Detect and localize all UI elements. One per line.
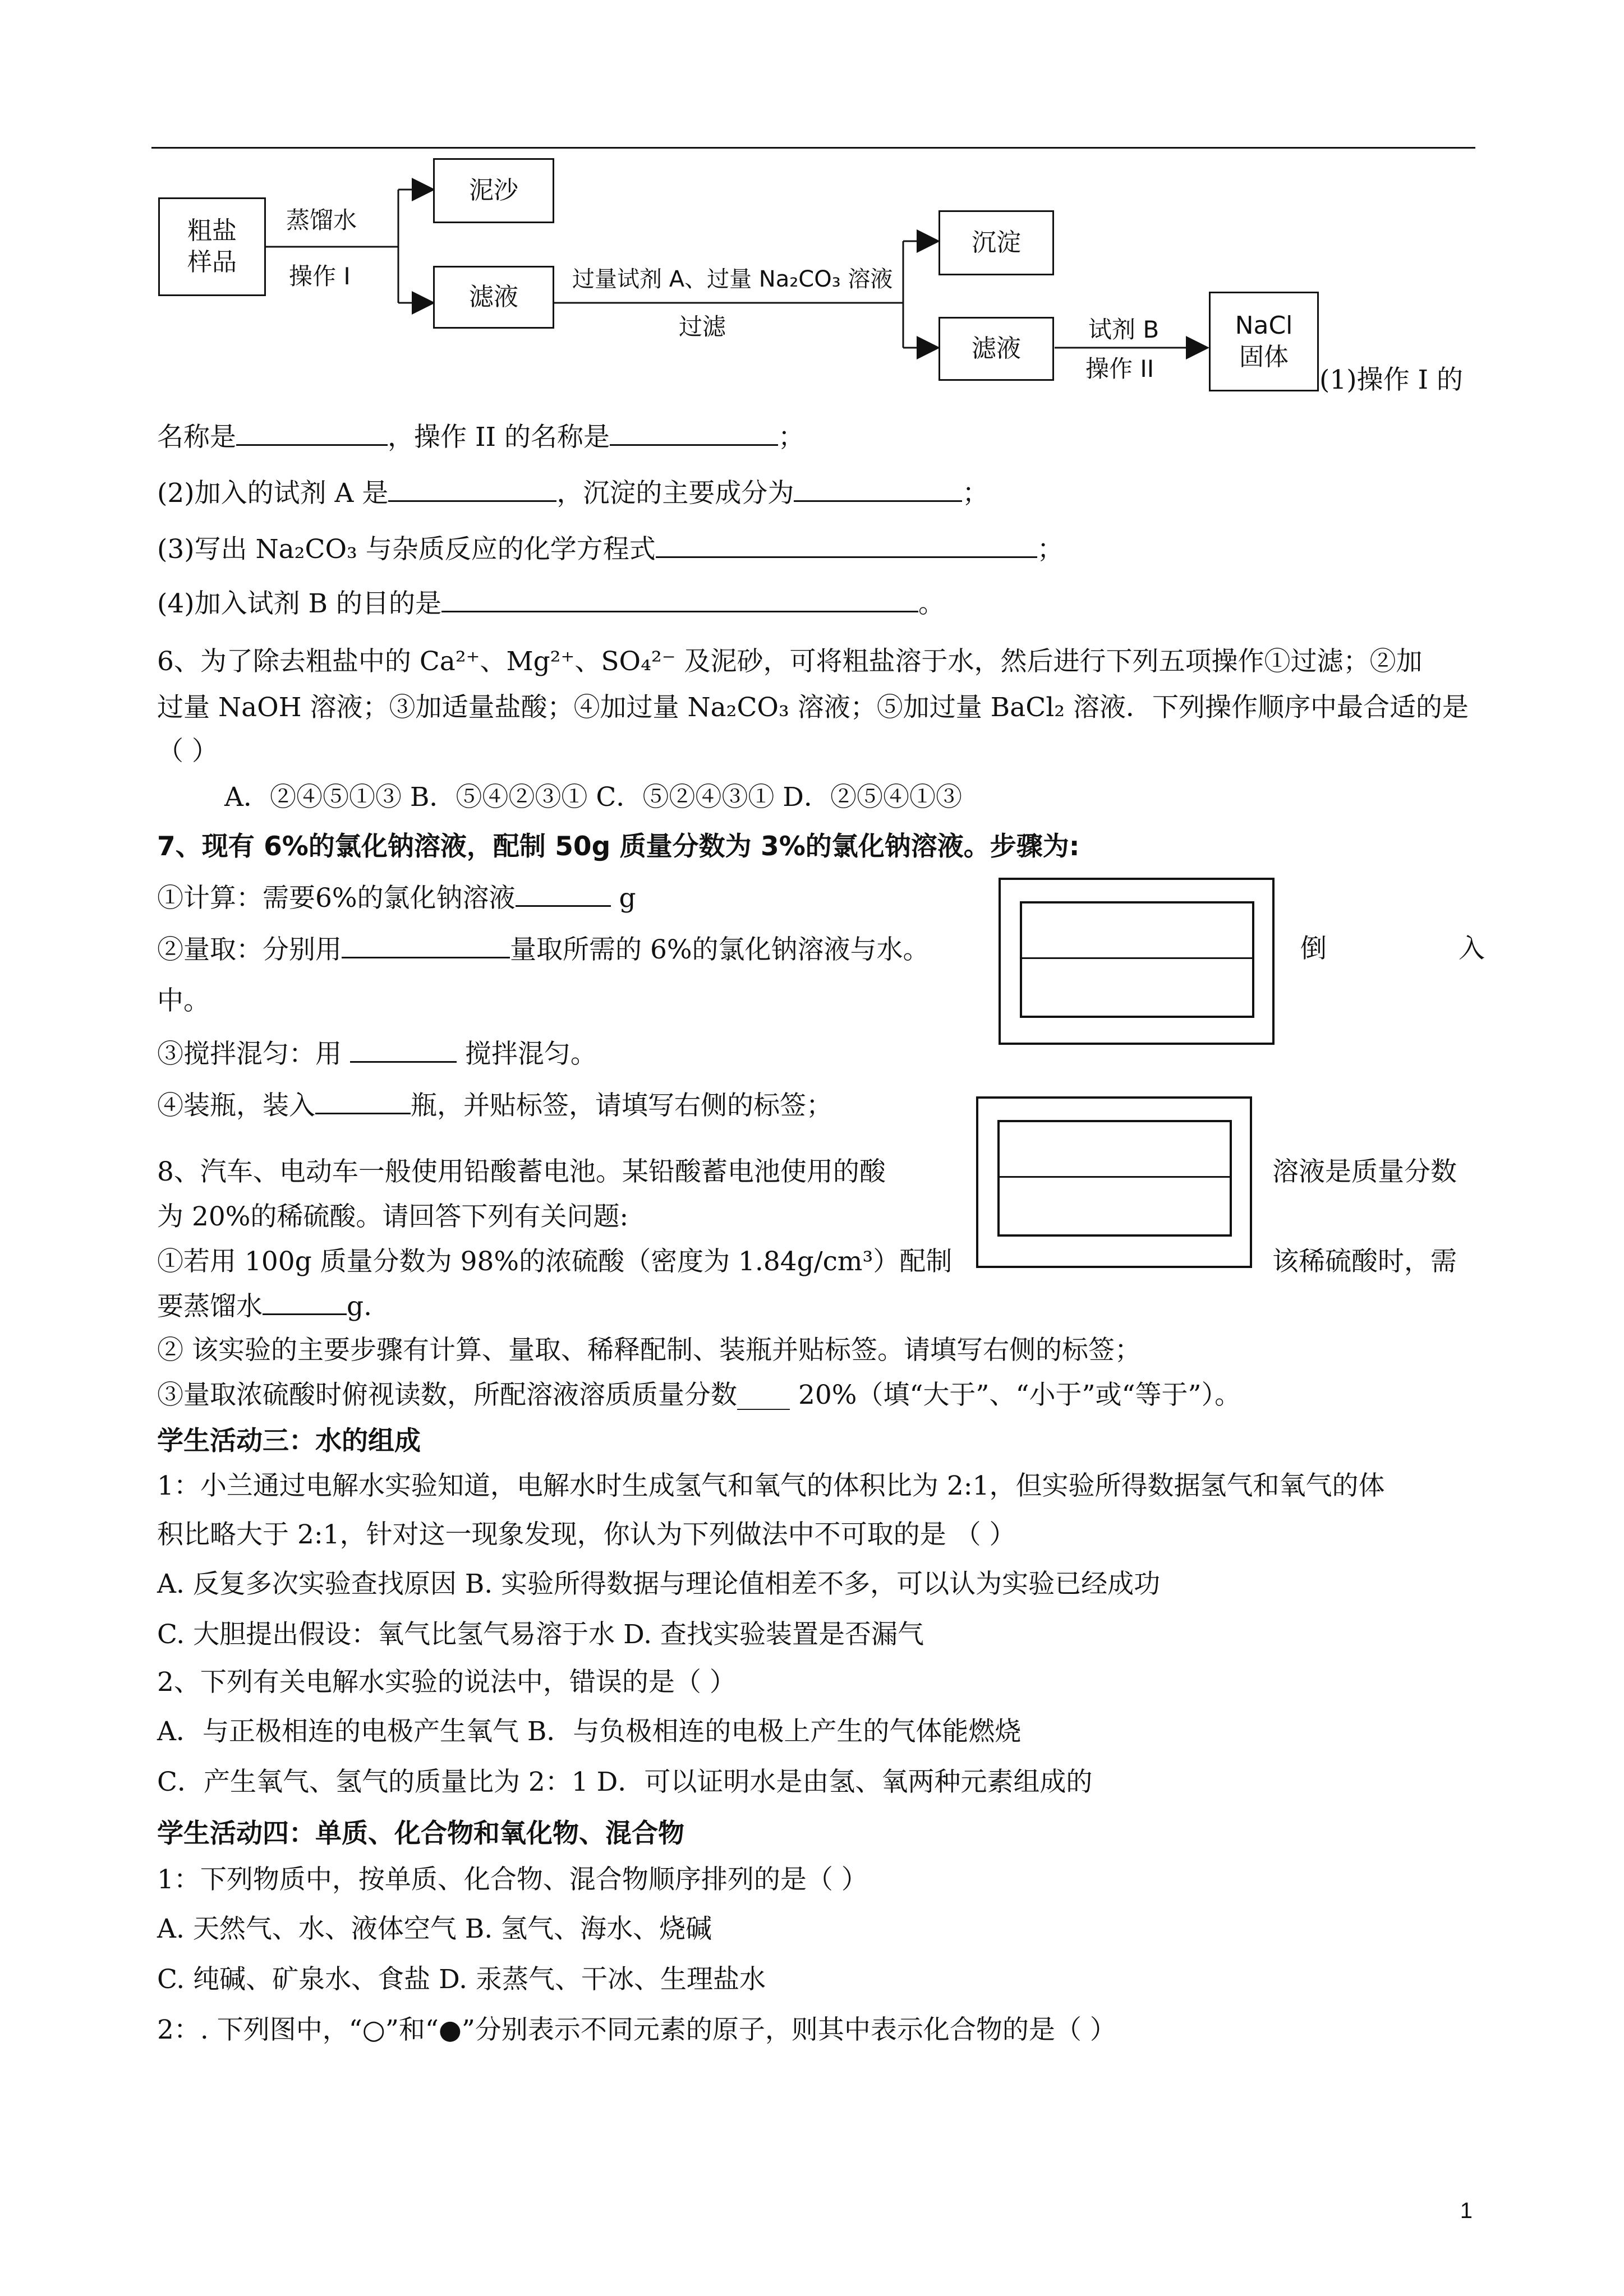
label-box-2-divider	[1000, 1176, 1230, 1178]
q5-part2: (2)加入的试剂 A 是 ，沉淀的主要成分为 ；	[157, 476, 988, 510]
q5-part3: (3)写出 Na₂CO₃ 与杂质反应的化学方程式 ；	[157, 532, 1064, 566]
act4-q1-cd: C. 纯碱、矿泉水、食盐 D. 汞蒸气、干冰、生理盐水	[157, 1964, 766, 1995]
q5-part1-end: (1)操作 I 的	[1319, 365, 1464, 395]
nacl-box: NaCl 固体	[1209, 292, 1319, 391]
filtrate1-box: 滤液	[433, 266, 554, 329]
act3-q1-cd: C. 大胆提出假设：氧气比氢气易溶于水 D. 查找实验装置是否漏气	[157, 1619, 924, 1650]
act4-q2: 2：. 下列图中，“○”和“●”分别表示不同元素的原子，则其中表示化合物的是（ ）	[157, 2014, 1116, 2045]
q7-step2-pour: 倒	[1300, 933, 1327, 964]
label-box-2-inner	[997, 1120, 1232, 1237]
q8-line1: 8、汽车、电动车一般使用铅酸蓄电池。某铅酸蓄电池使用的酸	[157, 1156, 886, 1187]
act3-q1-line1: 1：小兰通过电解水实验知道，电解水时生成氢气和氧气的体积比为 2:1，但实验所得数据氢气和氧气的体	[157, 1470, 1385, 1501]
filter-label: 过滤	[679, 313, 726, 340]
act4-q1-ab: A. 天然气、水、液体空气 B. 氢气、海水、烧碱	[157, 1914, 712, 1944]
distilled-water-label: 蒸馏水	[286, 206, 357, 234]
mud-box: 泥沙	[433, 158, 554, 223]
precipitate-box: 沉淀	[938, 210, 1054, 275]
q8-line5: ② 该实验的主要步骤有计算、量取、稀释配制、装瓶并贴标签。请填写右侧的标签；	[157, 1335, 1141, 1366]
q7-title: 7、现有 6%的氯化钠溶液，配制 50g 质量分数为 3%的氯化钠溶液。步骤为:	[157, 831, 1080, 862]
act3-q2-ab: A．与正极相连的电极产生氧气 B．与负极相连的电极上产生的气体能燃烧	[157, 1716, 1022, 1747]
op2-label: 操作 II	[1085, 355, 1154, 382]
q7-step2-end: 中。	[157, 985, 210, 1016]
q7-step2: ②量取：分别用 量取所需的 6%的氯化钠溶液与水。	[157, 932, 930, 967]
q8-line2: 为 20%的稀硫酸。请回答下列有关问题:	[157, 1201, 629, 1232]
page-number: 1	[1460, 2198, 1473, 2223]
crude-salt-box: 粗盐 样品	[158, 197, 266, 296]
act3-q2-cd: C．产生氧气、氢气的质量比为 2：1 D．可以证明水是由氢、氧两种元素组成的	[157, 1767, 1093, 1797]
act4-q1: 1：下列物质中，按单质、化合物、混合物顺序排列的是（ ）	[157, 1864, 868, 1895]
q6-line3: （ ）	[157, 736, 218, 767]
q8-line3-end: 该稀硫酸时，需	[1272, 1246, 1457, 1277]
label-box-1	[999, 878, 1275, 1045]
q6-line1: 6、为了除去粗盐中的 Ca²⁺、Mg²⁺、SO₄²⁻ 及泥砂，可将粗盐溶于水，然后进行下列五项操作①过滤；②加	[157, 646, 1423, 677]
q8-line1-end: 溶液是质量分数	[1272, 1156, 1457, 1187]
q6-options: A．②④⑤①③ B．⑤④②③① C．⑤②④③① D．②⑤④①③	[224, 782, 962, 813]
label-box-1-divider	[1022, 957, 1252, 959]
op1-label: 操作 I	[289, 262, 351, 290]
filtrate2-box: 滤液	[938, 317, 1054, 381]
q7-step3: ③搅拌混匀：用 搅拌混匀。	[157, 1036, 597, 1071]
activity4-heading: 学生活动四：单质、化合物和氧化物、混合物	[157, 1818, 684, 1849]
q7-step4: ④装瓶，装入 瓶，并贴标签，请填写右侧的标签；	[157, 1088, 832, 1123]
q8-line3: ①若用 100g 质量分数为 98%的浓硫酸（密度为 1.84g/cm³）配制	[157, 1246, 953, 1277]
q8-line6: ③量取浓硫酸时俯视读数，所配溶液溶质质量分数____ 20%（填“大于”、“小于”或“等于”）。	[157, 1380, 1241, 1410]
q7-step1: ①计算：需要6%的氯化钠溶液 g	[157, 880, 636, 915]
label-box-2	[976, 1096, 1252, 1268]
act3-q1-ab: A. 反复多次实验查找原因 B. 实验所得数据与理论值相差不多，可以认为实验已经成功	[157, 1569, 1161, 1599]
act3-q2: 2、下列有关电解水实验的说法中，错误的是（ ）	[157, 1667, 736, 1698]
reagent-b-label: 试剂 B	[1088, 316, 1160, 343]
reagent-a-label: 过量试剂 A、过量 Na₂CO₃ 溶液	[572, 266, 893, 292]
activity3-heading: 学生活动三：水的组成	[157, 1426, 421, 1456]
q7-step2-in: 入	[1459, 933, 1485, 964]
label-box-1-inner	[1020, 901, 1254, 1018]
q8-line4: 要蒸馏水 g.	[157, 1289, 372, 1324]
q6-line2: 过量 NaOH 溶液；③加适量盐酸；④加过量 Na₂CO₃ 溶液；⑤加过量 BaCl₂ 溶液．下列操作顺序中最合适的是	[157, 692, 1469, 723]
act3-q1-line2: 积比略大于 2:1，针对这一现象发现，你认为下列做法中不可取的是 （ ）	[157, 1519, 1016, 1550]
q5-part1: 名称是 ，操作 II 的名称是 ；	[157, 419, 804, 454]
q5-part4: (4)加入试剂 B 的目的是 。	[157, 586, 945, 621]
